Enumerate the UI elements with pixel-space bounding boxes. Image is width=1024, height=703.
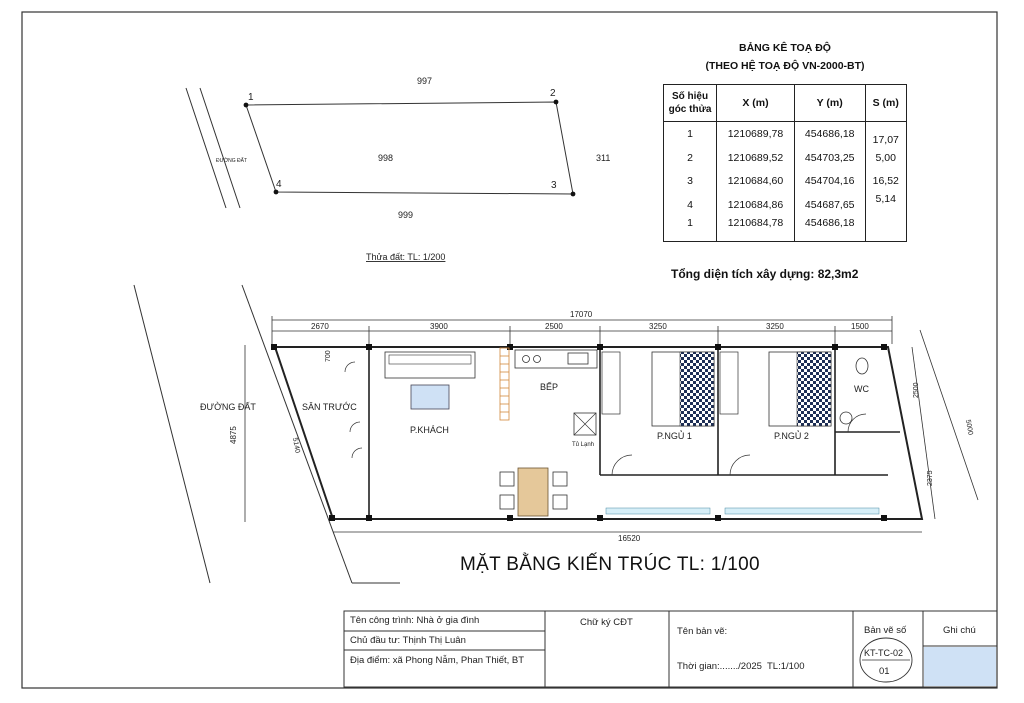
tb-location: Địa điểm: xã Phong Nẫm, Phan Thiết, BT [350,655,525,666]
sofa [385,352,475,378]
coffee-table [411,385,449,409]
tb-notes: Ghi chú [943,625,976,636]
corner-marker [244,103,249,108]
fridge-label: Tủ Lạnh [572,442,595,448]
dim-seg-2: 3900 [430,322,448,331]
cell-y: 454686,18 [794,217,865,241]
dim-left-inner: 5140 [291,437,301,454]
dim-bottom: 16520 [618,534,641,543]
dim-seg-6: 1500 [851,322,869,331]
cell-x: 1210684,60 [717,170,795,194]
tb-sheet-label: Bản vẽ số [864,625,907,636]
basin-icon [840,412,852,424]
tb-time: Thời gian:......./2025 [677,661,762,672]
plan-road-label: ĐƯỜNG ĐẤT [200,402,256,412]
dim-right-top: 2500 [913,382,920,398]
sink-icon [568,353,588,364]
site-scale-label: Thửa đất: TL: 1/200 [366,252,446,262]
parcel-label: 998 [378,153,394,163]
dim-seg-3: 2500 [545,322,563,331]
corner-marker [571,192,576,197]
tb-scale: TL:1/100 [767,661,805,672]
dim-right-bottom: 2375 [927,470,934,486]
gate [345,362,355,372]
cell-y: 454703,25 [794,146,865,170]
cell-s: 5,00 [865,146,907,170]
cell-s-empty [865,217,907,241]
dim-small: 700 [325,350,332,362]
cell-s: 17,07 [865,122,907,146]
floor-plan [134,285,978,583]
total-area: Tổng diện tích xây dựng: 82,3m2 [671,267,859,281]
cell-x: 1210689,52 [717,146,795,170]
cell-id: 1 [664,217,717,241]
cell-x: 1210684,78 [717,217,795,241]
dim-seg-5: 3250 [766,322,784,331]
door-wc [848,414,866,432]
window-2 [725,508,879,514]
dim-right-outer: 5000 [964,419,974,436]
tb-sheet-num: 01 [879,666,890,677]
room-bed2: P.NGỦ 2 [774,431,809,441]
stove-icon [523,356,530,363]
road-edge-a [134,285,210,583]
corner-marker [554,100,559,105]
dim-total: 17070 [570,310,593,319]
room-yard: SÂN TRƯỚC [302,402,357,412]
dim-line-right [912,347,935,519]
col-header-y: Y (m) [794,85,865,122]
table-row [664,193,907,217]
corner-label-4: 4 [276,179,282,190]
corner-label-2: 2 [550,88,556,99]
cell-id: 2 [664,146,717,170]
cell-y: 454686,18 [794,122,865,146]
door-bed2 [730,455,750,475]
corner-label-3: 3 [551,180,557,191]
cell-id: 4 [664,193,717,217]
table-row [664,217,907,241]
coord-table-title: BẢNG KÊ TOẠ ĐỘ [739,42,831,54]
table-row [664,170,907,194]
cell-s: 5,14 [865,193,907,217]
cell-id: 3 [664,170,717,194]
neighbor-label-top: 997 [417,76,433,86]
tb-sheet-code: KT-TC-02 [864,648,904,658]
tb-project: Tên công trình: Nhà ở gia đình [350,615,480,626]
dim-seg-4: 3250 [649,322,667,331]
corner-marker [274,190,279,195]
coord-table-subtitle: (THEO HỆ TOẠ ĐỘ VN-2000-BT) [705,60,865,72]
road-edge-b [242,285,352,583]
site-plan [186,76,610,262]
door-bed1 [612,455,632,475]
cell-y: 454704,16 [794,170,865,194]
main-title: MẶT BẰNG KIẾN TRÚC TL: 1/100 [460,554,760,575]
stairs [500,348,509,420]
col-header-id: Số hiệu góc thửa [664,85,717,122]
corner-label-1: 1 [248,92,254,103]
cell-x: 1210684,86 [717,193,795,217]
dim-seg-1: 2670 [311,322,329,331]
table-row [664,146,907,170]
wardrobe-2 [720,352,738,414]
parcel-outline [246,102,573,194]
room-kitchen: BẾP [540,382,559,392]
cell-x: 1210689,78 [717,122,795,146]
cell-id: 1 [664,122,717,146]
coord-table [663,84,907,242]
tb-signature: Chữ ký CĐT [580,617,633,628]
wardrobe-1 [602,352,620,414]
tb-drawing-name: Tên bản vẽ: [677,626,728,637]
room-bed1: P.NGỦ 1 [657,431,692,441]
tb-owner: Chủ đầu tư: Thịnh Thị Luân [350,635,466,646]
neighbor-label-bottom: 999 [398,210,414,220]
neighbor-label-right: 311 [596,153,611,163]
window-1 [606,508,710,514]
cell-s: 16,52 [865,170,907,194]
table-row [664,122,907,146]
col-header-s: S (m) [865,85,907,122]
dim-left: 4875 [229,426,238,444]
notes-fill [924,647,996,686]
dining-table [518,468,548,516]
toilet-icon [856,358,868,374]
room-wc: WC [854,384,869,394]
site-road-label: ĐƯỜNG ĐẤT [216,158,248,164]
room-living: P.KHÁCH [410,425,449,435]
col-header-x: X (m) [717,85,795,122]
cell-y: 454687,65 [794,193,865,217]
